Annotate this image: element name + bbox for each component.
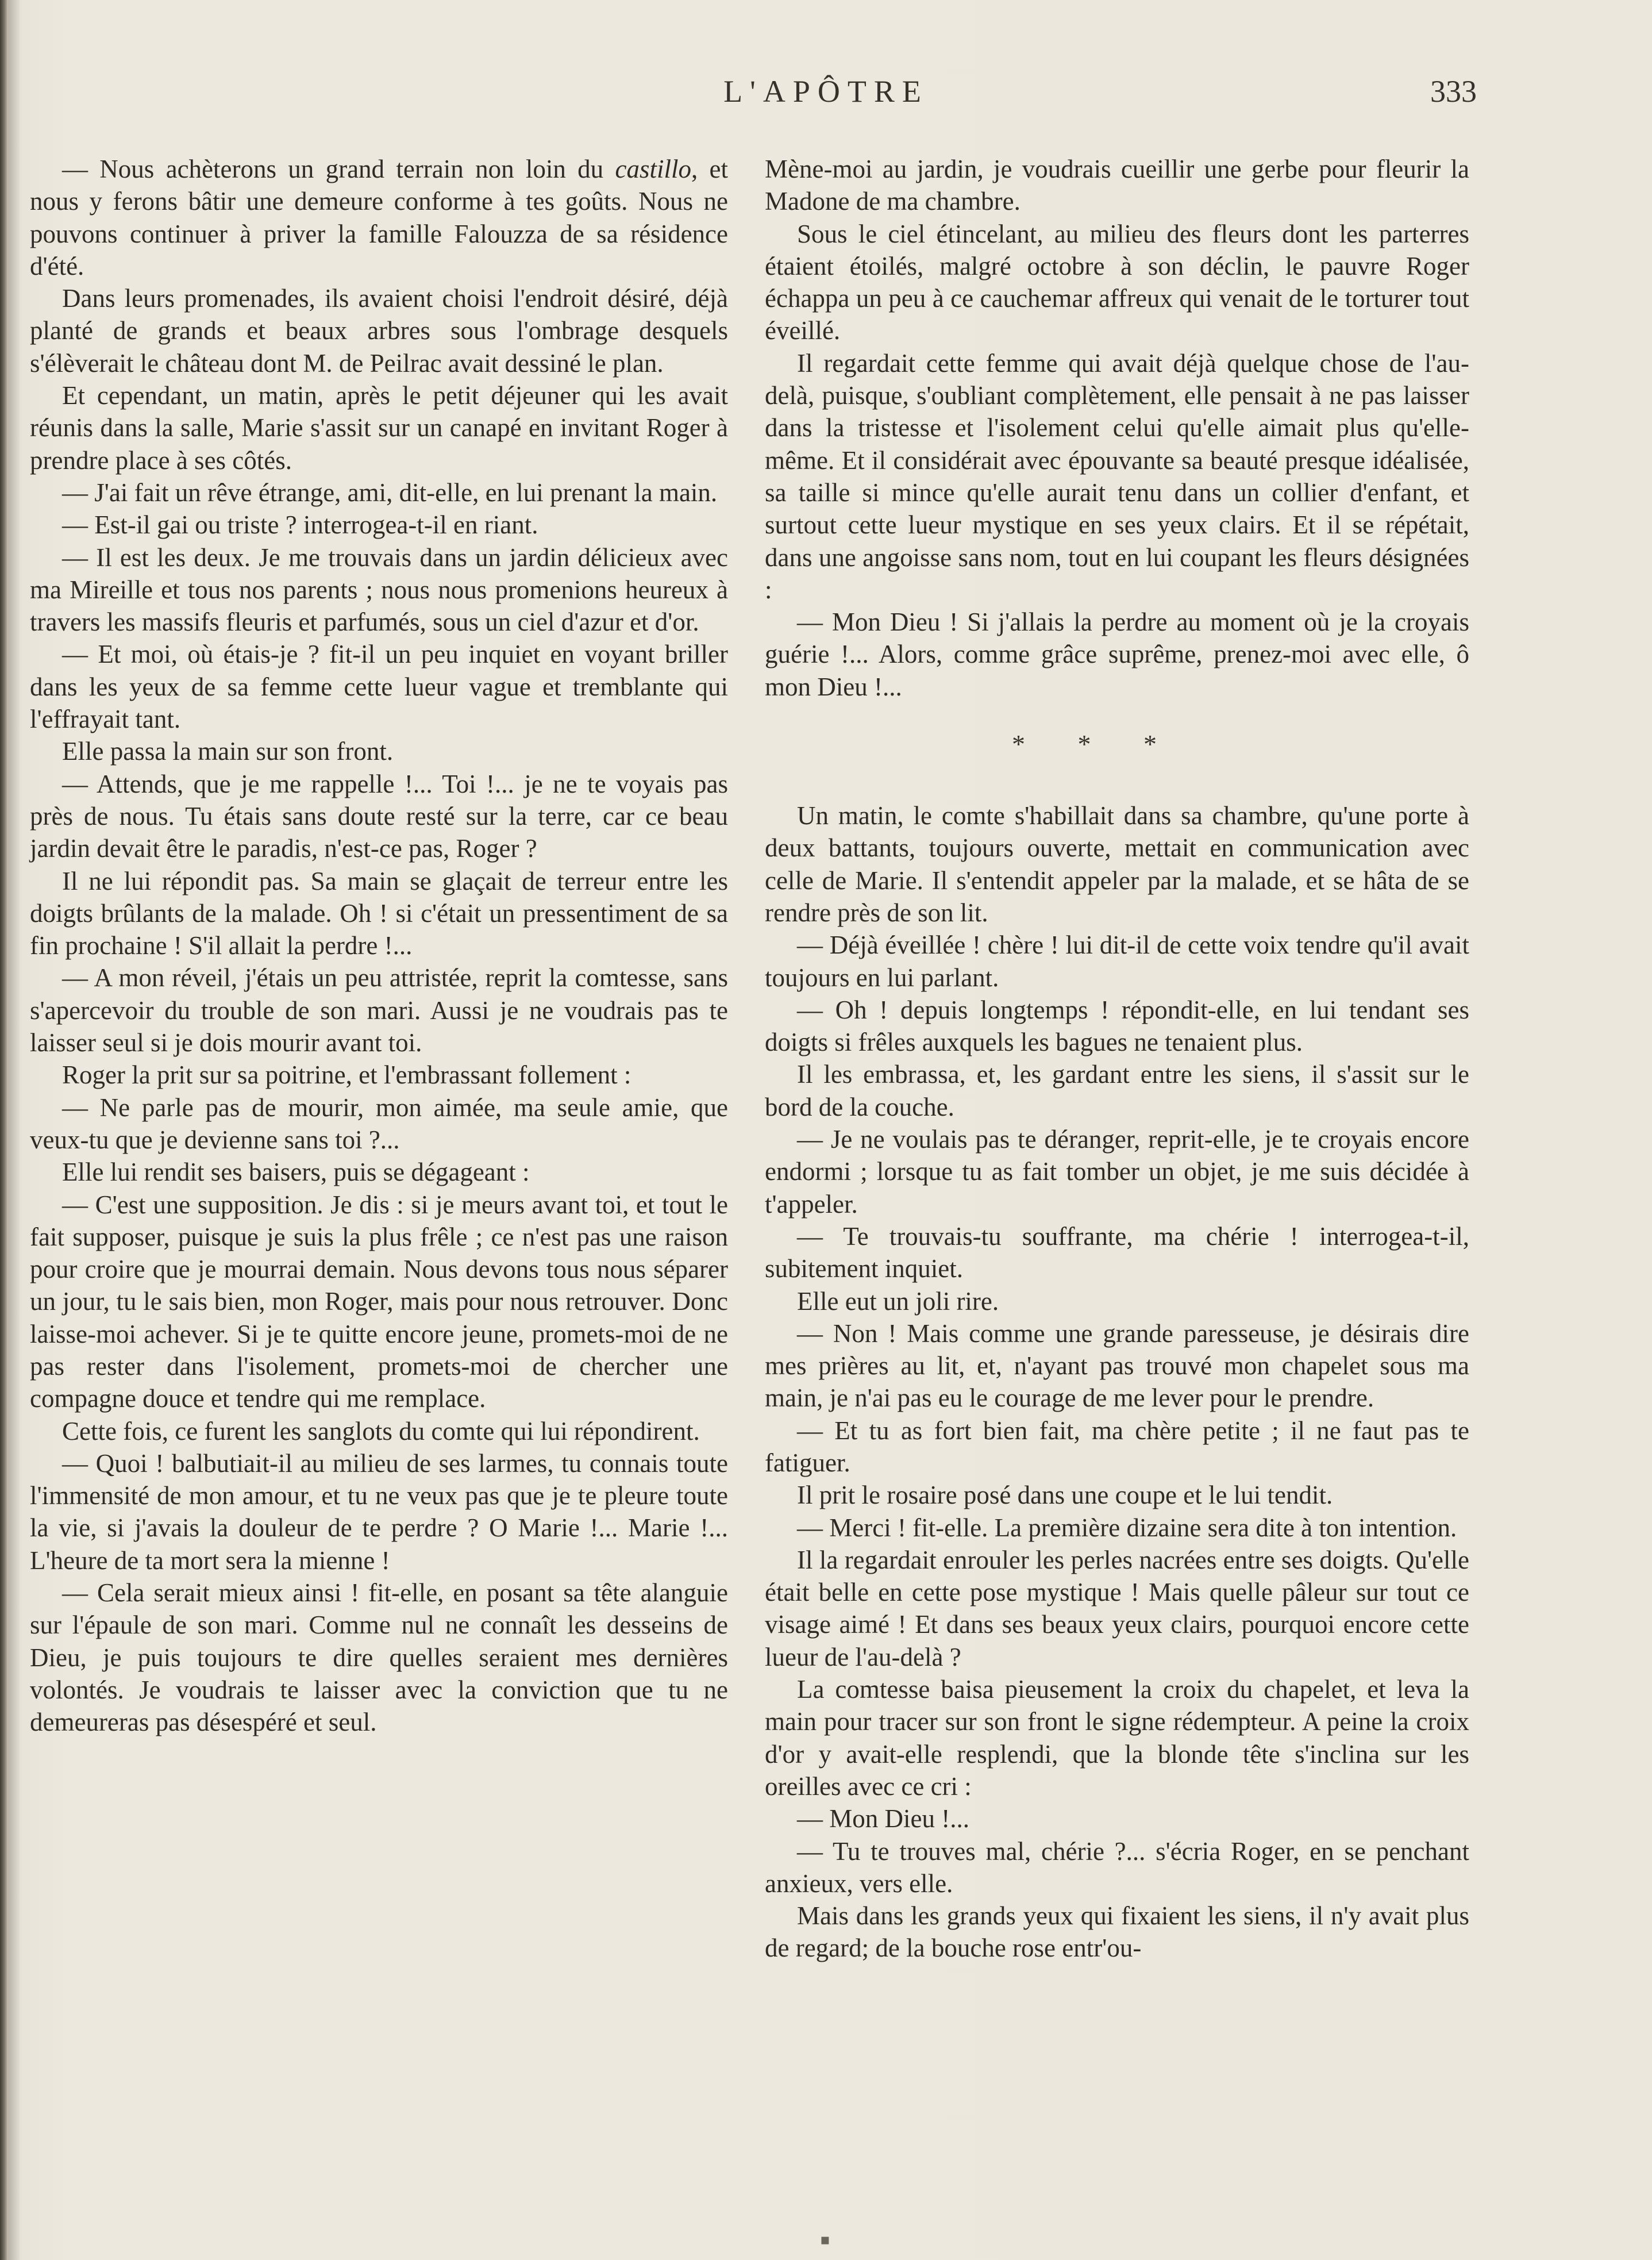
paragraph: Mais dans les grands yeux qui fixaient les siens, il n'y avait plus de regard; de la bouche rose entr'ou- [765,1901,1469,1963]
paragraph: Elle lui rendit ses baisers, puis se dégageant : [62,1158,530,1187]
paragraph: La comtesse baisa pieusement la croix du chapelet, et leva la main pour tracer sur son front le signe rédempteur. A peine la croix d'or y avait-elle resplendi, que la blonde tête s'inclina sur les oreilles avec ce cri : [765,1675,1469,1801]
paragraph: — Et tu as fort bien fait, ma chère petite ; il ne faut pas te fatiguer. [765,1416,1469,1477]
paragraph: — Attends, que je me rappelle !... Toi !... je ne te voyais pas près de nous. Tu étais sans doute resté sur la terre, car ce beau jardin devait être le paradis, n'est-ce pas, Roger ? [30,769,728,863]
right-column-after-break [765,800,1469,1965]
paragraph: Mène-moi au jardin, je voudrais cueillir une gerbe pour fleurir la Madone de ma chambre. [765,155,1469,216]
paragraph: — Non ! Mais comme une grande paresseuse, je désirais dire mes prières au lit, et, n'ayant pas trouvé mon chapelet sous ma main, je n'ai pas eu le courage de me lever pour le prendre. [765,1319,1469,1413]
page-binding-shadow [8,0,21,2260]
paragraph: Elle passa la main sur son front. [62,737,394,766]
right-column [765,153,1469,1965]
paragraph: — Te trouvais-tu souffrante, ma chérie ! interrogea-t-il, subitement inquiet. [765,1221,1469,1283]
paragraph: Cette fois, ce furent les sanglots du comte qui lui répondirent. [62,1416,700,1446]
page-header [0,74,1652,120]
paragraph: — J'ai fait un rêve étrange, ami, dit-elle, en lui prenant la main. [62,478,718,507]
paragraph: — C'est une supposition. Je dis : si je meurs avant toi, et tout le fait supposer, puisque je suis la plus frêle ; ce n'est pas une raison pour croire que je mourrai demain. Nous devons tous nous séparer un jour, tu le sais bien, mon Roger, mais pour nous retrouver. Donc laisse-moi achever. Si je te quitte encore jeune, promets-moi de ne pas rester dans l'isolement, promets-moi de chercher une compagne douce et tendre qui me remplace. [30,1190,728,1413]
paragraph: Roger la prit sur sa poitrine, et l'embrassant follement : [62,1060,631,1090]
paragraph: — Déjà éveillée ! chère ! lui dit-il de cette voix tendre qu'il avait toujours en lui parlant. [765,931,1469,992]
paragraph: Il la regardait enrouler les perles nacrées entre ses doigts. Qu'elle était belle en cette pose mystique ! Mais quelle pâleur sur tout ce visage aimé ! Et dans ses beaux yeux clairs, pourquoi encore cette lueur de l'au-delà ? [765,1545,1469,1671]
paragraph: — Je ne voulais pas te déranger, reprit-elle, je te croyais encore endormi ; lorsque tu as fait tomber un objet, je me suis décidée à t'appeler. [765,1125,1469,1219]
paragraph: — Tu te trouves mal, chérie ?... s'écria Roger, en se penchant anxieux, vers elle. [765,1836,1469,1898]
left-column [30,153,728,1739]
paragraph: Dans leurs promenades, ils avaient choisi l'endroit désiré, déjà planté de grands et beaux arbres sous l'ombrage desquels s'élèverait le château dont M. de Peilrac avait dessiné le plan. [30,284,728,378]
paragraph: — Nous achèterons un grand terrain non loin du castillo, et nous y ferons bâtir une demeure conforme à tes goûts. Nous ne pouvons continuer à priver la famille Falouzza de sa résidence d'été. [30,155,728,280]
paragraph: — Ne parle pas de mourir, mon aimée, ma seule amie, que veux-tu que je devienne sans toi ?... [30,1093,728,1154]
running-title: L'APÔTRE [723,74,929,109]
separator-stars: * * * [1012,729,1180,759]
right-column-before-break [765,153,1469,703]
paragraph: — Et moi, où étais-je ? fit-il un peu inquiet en voyant briller dans les yeux de sa femme cette lueur vague et tremblante qui l'effrayait tant. [30,640,728,734]
page-binding-edge [0,0,8,2260]
paragraph: — Cela serait mieux ainsi ! fit-elle, en posant sa tête alanguie sur l'épaule de son mari. Comme nul ne connaît les desseins de Dieu, je puis toujours te dire quelles seraient mes dernières volontés. Je voudrais te laisser avec la conviction que tu ne demeureras pas désespéré et seul. [30,1578,728,1737]
paragraph: — A mon réveil, j'étais un peu attristée, reprit la comtesse, sans s'apercevoir du trouble de son mari. Aussi je ne voudrais pas te laisser seul si je dois mourir avant toi. [30,963,728,1058]
paragraph: — Mon Dieu ! Si j'allais la perdre au moment où je la croyais guérie !... Alors, comme grâce suprême, prenez-moi avec elle, ô mon Dieu !... [765,608,1469,701]
paragraph: Il prit le rosaire posé dans une coupe et le lui tendit. [797,1481,1333,1510]
paragraph: — Est-il gai ou triste ? interrogea-t-il en riant. [62,510,538,540]
page-number: 333 [1430,74,1477,109]
section-separator [765,703,1469,800]
paragraph: Elle eut un joli rire. [797,1286,999,1316]
footer-mark: ▪ [820,2231,830,2249]
paragraph: — Oh ! depuis longtemps ! répondit-elle, en lui tendant ses doigts si frêles auxquels les bagues ne tenaient plus. [765,995,1469,1057]
paragraph: — Merci ! fit-elle. La première dizaine sera dite à ton intention. [797,1513,1457,1542]
paragraph: Un matin, le comte s'habillait dans sa chambre, qu'une porte à deux battants, toujours ouverte, mettait en communication avec celle de Marie. Il s'entendit appeler par la malade, et se hâta de se rendre près de son lit. [765,801,1469,927]
paragraph: Il regardait cette femme qui avait déjà quelque chose de l'au-delà, puisque, s'oubliant complètement, elle pensait à ne pas laisser dans la tristesse et l'isolement celui qu'elle aimait plus qu'elle-même. Et il considérait avec épouvante sa beauté presque idéalisée, sa taille si mince qu'elle aurait tenu dans un collier d'enfant, et surtout cette lueur mystique en ses yeux clairs. Et il se répétait, dans une angoisse sans nom, tout en lui coupant les fleurs désignées : [765,348,1469,604]
paragraph: — Il est les deux. Je me trouvais dans un jardin délicieux avec ma Mireille et tous nos parents ; nous nous promenions heureux à travers les massifs fleuris et parfumés, sous un ciel d'azur et d'or. [30,543,728,637]
paragraph: Et cependant, un matin, après le petit déjeuner qui les avait réunis dans la salle, Marie s'assit sur un canapé en invitant Roger à prendre place à ses côtés. [30,381,728,475]
paragraph: — Quoi ! balbutiait-il au milieu de ses larmes, tu connais toute l'immensité de mon amour, et tu ne veux pas que je te pleure toute la vie, si j'avais la douleur de te perdre ? O Marie !... Marie !... L'heure de ta mort sera la mienne ! [30,1448,728,1575]
paragraph: Il ne lui répondit pas. Sa main se glaçait de terreur entre les doigts brûlants de la malade. Oh ! si c'était un pressentiment de sa fin prochaine ! S'il allait la perdre !... [30,866,728,960]
paragraph: — Mon Dieu !... [797,1804,969,1834]
italic-word: castillo [615,155,691,183]
paragraph: Sous le ciel étincelant, au milieu des fleurs dont les parterres étaient étoilés, malgré octobre à son déclin, le pauvre Roger échappa un peu à ce cauchemar affreux qui venait de le torturer tout éveillé. [765,219,1469,345]
paragraph: Il les embrassa, et, les gardant entre les siens, il s'assit sur le bord de la couche. [765,1060,1469,1121]
